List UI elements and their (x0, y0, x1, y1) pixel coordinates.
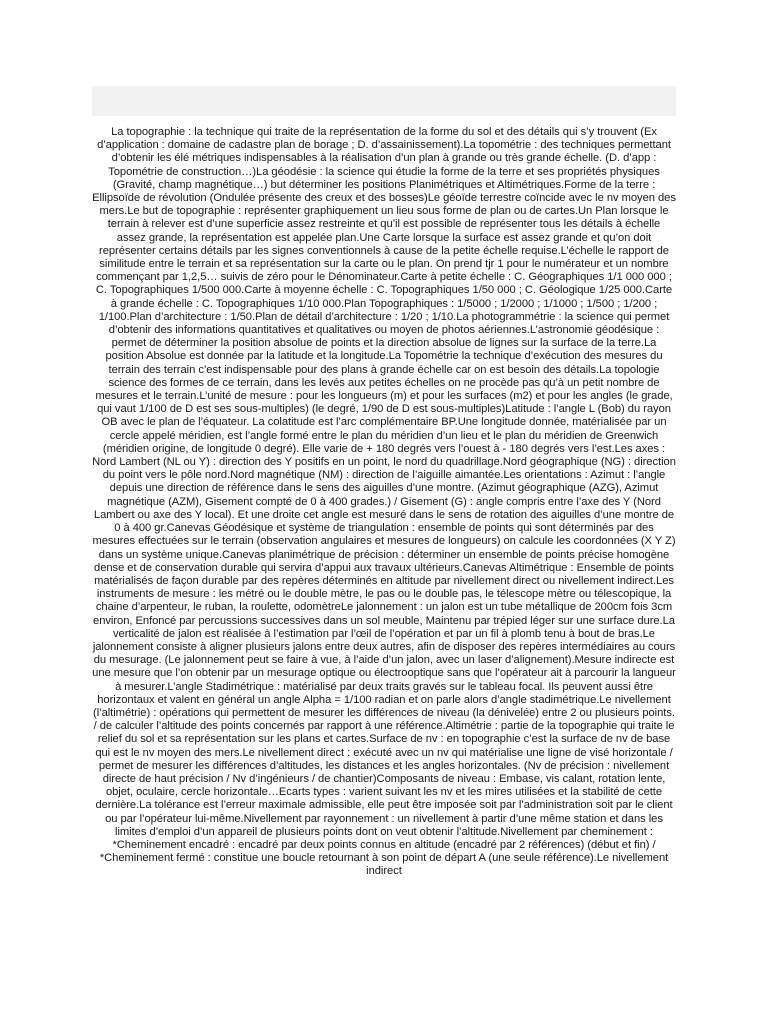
document-body-text: La topographie : la technique qui traite de la représentation de la forme du sol et des détails qui s’y trouvent (Ex d’application : domaine de cadastre plan de borage ; D. d’assainissement).La topométrie : des techniques permettant d’obtenir les élé métriques indispensables à la réalisation d’un plan à grande ou très grande échelle. (D. d’app : Topométrie de construction…)La géodésie : la science qui étudie la forme de la terre et ses propriétés physiques (Gravité, champ magnétique…) but déterminer les positions Planimétriques et Altimétriques.Forme de la terre : Ellipsoïde de révolution (Ondulée présente des creux et des bosses)Le géoïde terrestre coïncide avec le nv moyen des mers.Le but de topographie : représenter graphiquement un lieu sous forme de plan ou de cartes.Un Plan lorsque le terrain à relever est d’une superficie assez restreinte et qu’il est possible de représenter tous les détails à échelle assez grande, la représentation est appelée plan.Une Carte lorsque la surface est assez grande et qu’on doit représenter certains détails par les signes conventionnels à cause de la petite échelle requise.L’échelle le rapport de similitude entre le terrain et sa représentation sur la carte ou le plan. On prend tjr 1 pour le numérateur et un nombre commençant par 1,2,5… suivis de zéro pour le Dénominateur.Carte à petite échelle : C. Géographiques 1/1 000 000 ; C. Topographiques 1/500 000.Carte à moyenne échelle : C. Topographiques 1/50 000 ; C. Géologique 1/25 000.Carte à grande échelle : C. Topographiques 1/10 000.Plan Topographiques : 1/5000 ; 1/2000 ; 1/1000 ; 1/500 ; 1/200 ; 1/100.Plan d’architecture : 1/50.Plan de détail d’architecture : 1/20 ; 1/10.La photogrammétrie : la science qui permet d’obtenir des informations quantitatives et qualitatives ou moyen de photos aériennes.L’astronomie géodésique : permet de déterminer la position absolue de points et la direction absolue de lignes sur la surface de la terre.La position Absolue est donnée par la latitude et la longitude.La Topométrie la technique d’exécution des mesures du terrain des terrain c’est indispensable pour des plans à grande échelle car on est besoin des détails.La topologie science des formes de ce terrain, dans les levés aux petites échelles on ne procède pas qu’à un petit nombre de mesures et le terrain.L’unité de mesure : pour les longueurs (m) et pour les surfaces (m2) et pour les angles (le grade, qui vaut 1/100 de D est ses sous-multiples) (le degré, 1/90 de D est sous-multiples)Latitude : l’angle L (Bob) du rayon OB avec le plan de l’équateur. La colatitude est l’arc complémentaire BP.Une longitude donnée, matérialisée par un cercle appelé méridien, est l’angle formé entre le plan du méridien d’un lieu et le plan du méridien de Greenwich (méridien origine, de longitude 0 degré). Elle varie de + 180 degrés vers l’ouest à - 180 degrés vers l’est.Les axes : Nord Lambert (NL ou Y) : direction des Y positifs en un point, le nord du quadrillage.Nord géographique (NG) : direction du point vers le pôle nord.Nord magnétique (NM) : direction de l’aiguille aimantée.Les orientations : Azimut : l’angle depuis une direction de référence dans le sens des aiguilles d’une montre. (Azimut géographique (AZG), Azimut magnétique (AZM), Gisement compté de 0 à 400 grades.) / Gisement (G) : angle compris entre l’axe des Y (Nord Lambert ou axe des Y local). Et une droite cet angle est mesuré dans le sens de rotation des aiguilles d’une montre de 0 à 400 gr.Canevas Géodésique et système de triangulation : ensemble de points qui sont déterminés par des mesures effectuées sur le terrain (observation angulaires et mesures de longueurs) on calcule les coordonnées (X Y Z) dans un système unique.Canevas planimétrique de précision : déterminer un ensemble de points précise homogène dense et de conservation durable qui servira d’appui aux travaux ultérieurs.Canevas Altimétrique : Ensemble de points matérialisés de façon durable par des repères déterminés en altitude par nivellement direct ou nivellement indirect.Les instruments de mesure : les métré ou le double mètre, le pas ou le double pas, le télescope mètre ou télescopique, la chaine d’arpenteur, le ruban, la roulette, odomètreLe jalonnement : un jalon est un tube métallique de 200cm fois 3cm environ, Enfoncé par percussions successives dans un sol meuble, Maintenu par trépied léger sur une surface dure.La verticalité de jalon est réalisée à l’estimation par l’œil de l’opération et par un fil à plomb tenu à bout de bras.Le jalonnement consiste à aligner plusieurs jalons entre deux autres, afin de disposer des repères intermédiaires au cours du mesurage. (Le jalonnement peut se faire à vue, à l’aide d’un jalon, avec un laser d’alignement).Mesure indirecte est une mesure que l’on obtenir par un mesurage optique ou électrooptique sans que l’opérateur ait à parcourir la langueur à mesurer.L’angle Stadimétrique : matérialisé par deux traits gravés sur le tableau focal. Ils peuvent aussi être horizontaux et valent en général un angle Alpha = 1/100 radian et on parle alors d’angle stadimétrique.Le nivellement (l’altimétrie) : opérations qui permettent de mesurer les différences de niveau (la dénivelée) entre 2 ou plusieurs points. / de calculer l’altitude des points concernés par rapport à une référence.Altimétrie : partie de la topographie qui traite le relief du sol et sa représentation sur les plans et cartes.Surface de nv : en topographie c’est la surface de nv de base qui est le nv moyen des mers.Le nivellement direct : exécuté avec un nv qui matérialise une ligne de visé horizontale / permet de mesurer les différences d’altitudes, les distances et les angles horizontales. (Nv de précision : nivellement directe de haut précision / Nv d’ingénieurs / de chantier)Composants de niveau : Embase, vis calant, rotation lente, objet, oculaire, cercle horizontale…Ecarts types : varient suivant les nv et les mires utilisées et la stabilité de cette dernière.La tolérance est l’erreur maximale admissible, elle peut être imposée soit par l’administration soit par le client ou par l’opérateur lui-même.Nivellement par rayonnement : un nivellement à partir d’une même station et dans les limites d’emploi d’un appareil de plusieurs points dont on veut obtenir l’altitude.Nivellement par cheminement : *Cheminement encadré : encadré par deux points connus en altitude (encadré par 2 références) (début et fin) / *Cheminement fermé : constitue une boucle retournant à son point de départ A (une seule référence).Le nivellement indirect (92, 126, 676, 878)
document-header-bar (92, 86, 676, 116)
document-page[interactable] (92, 126, 676, 926)
